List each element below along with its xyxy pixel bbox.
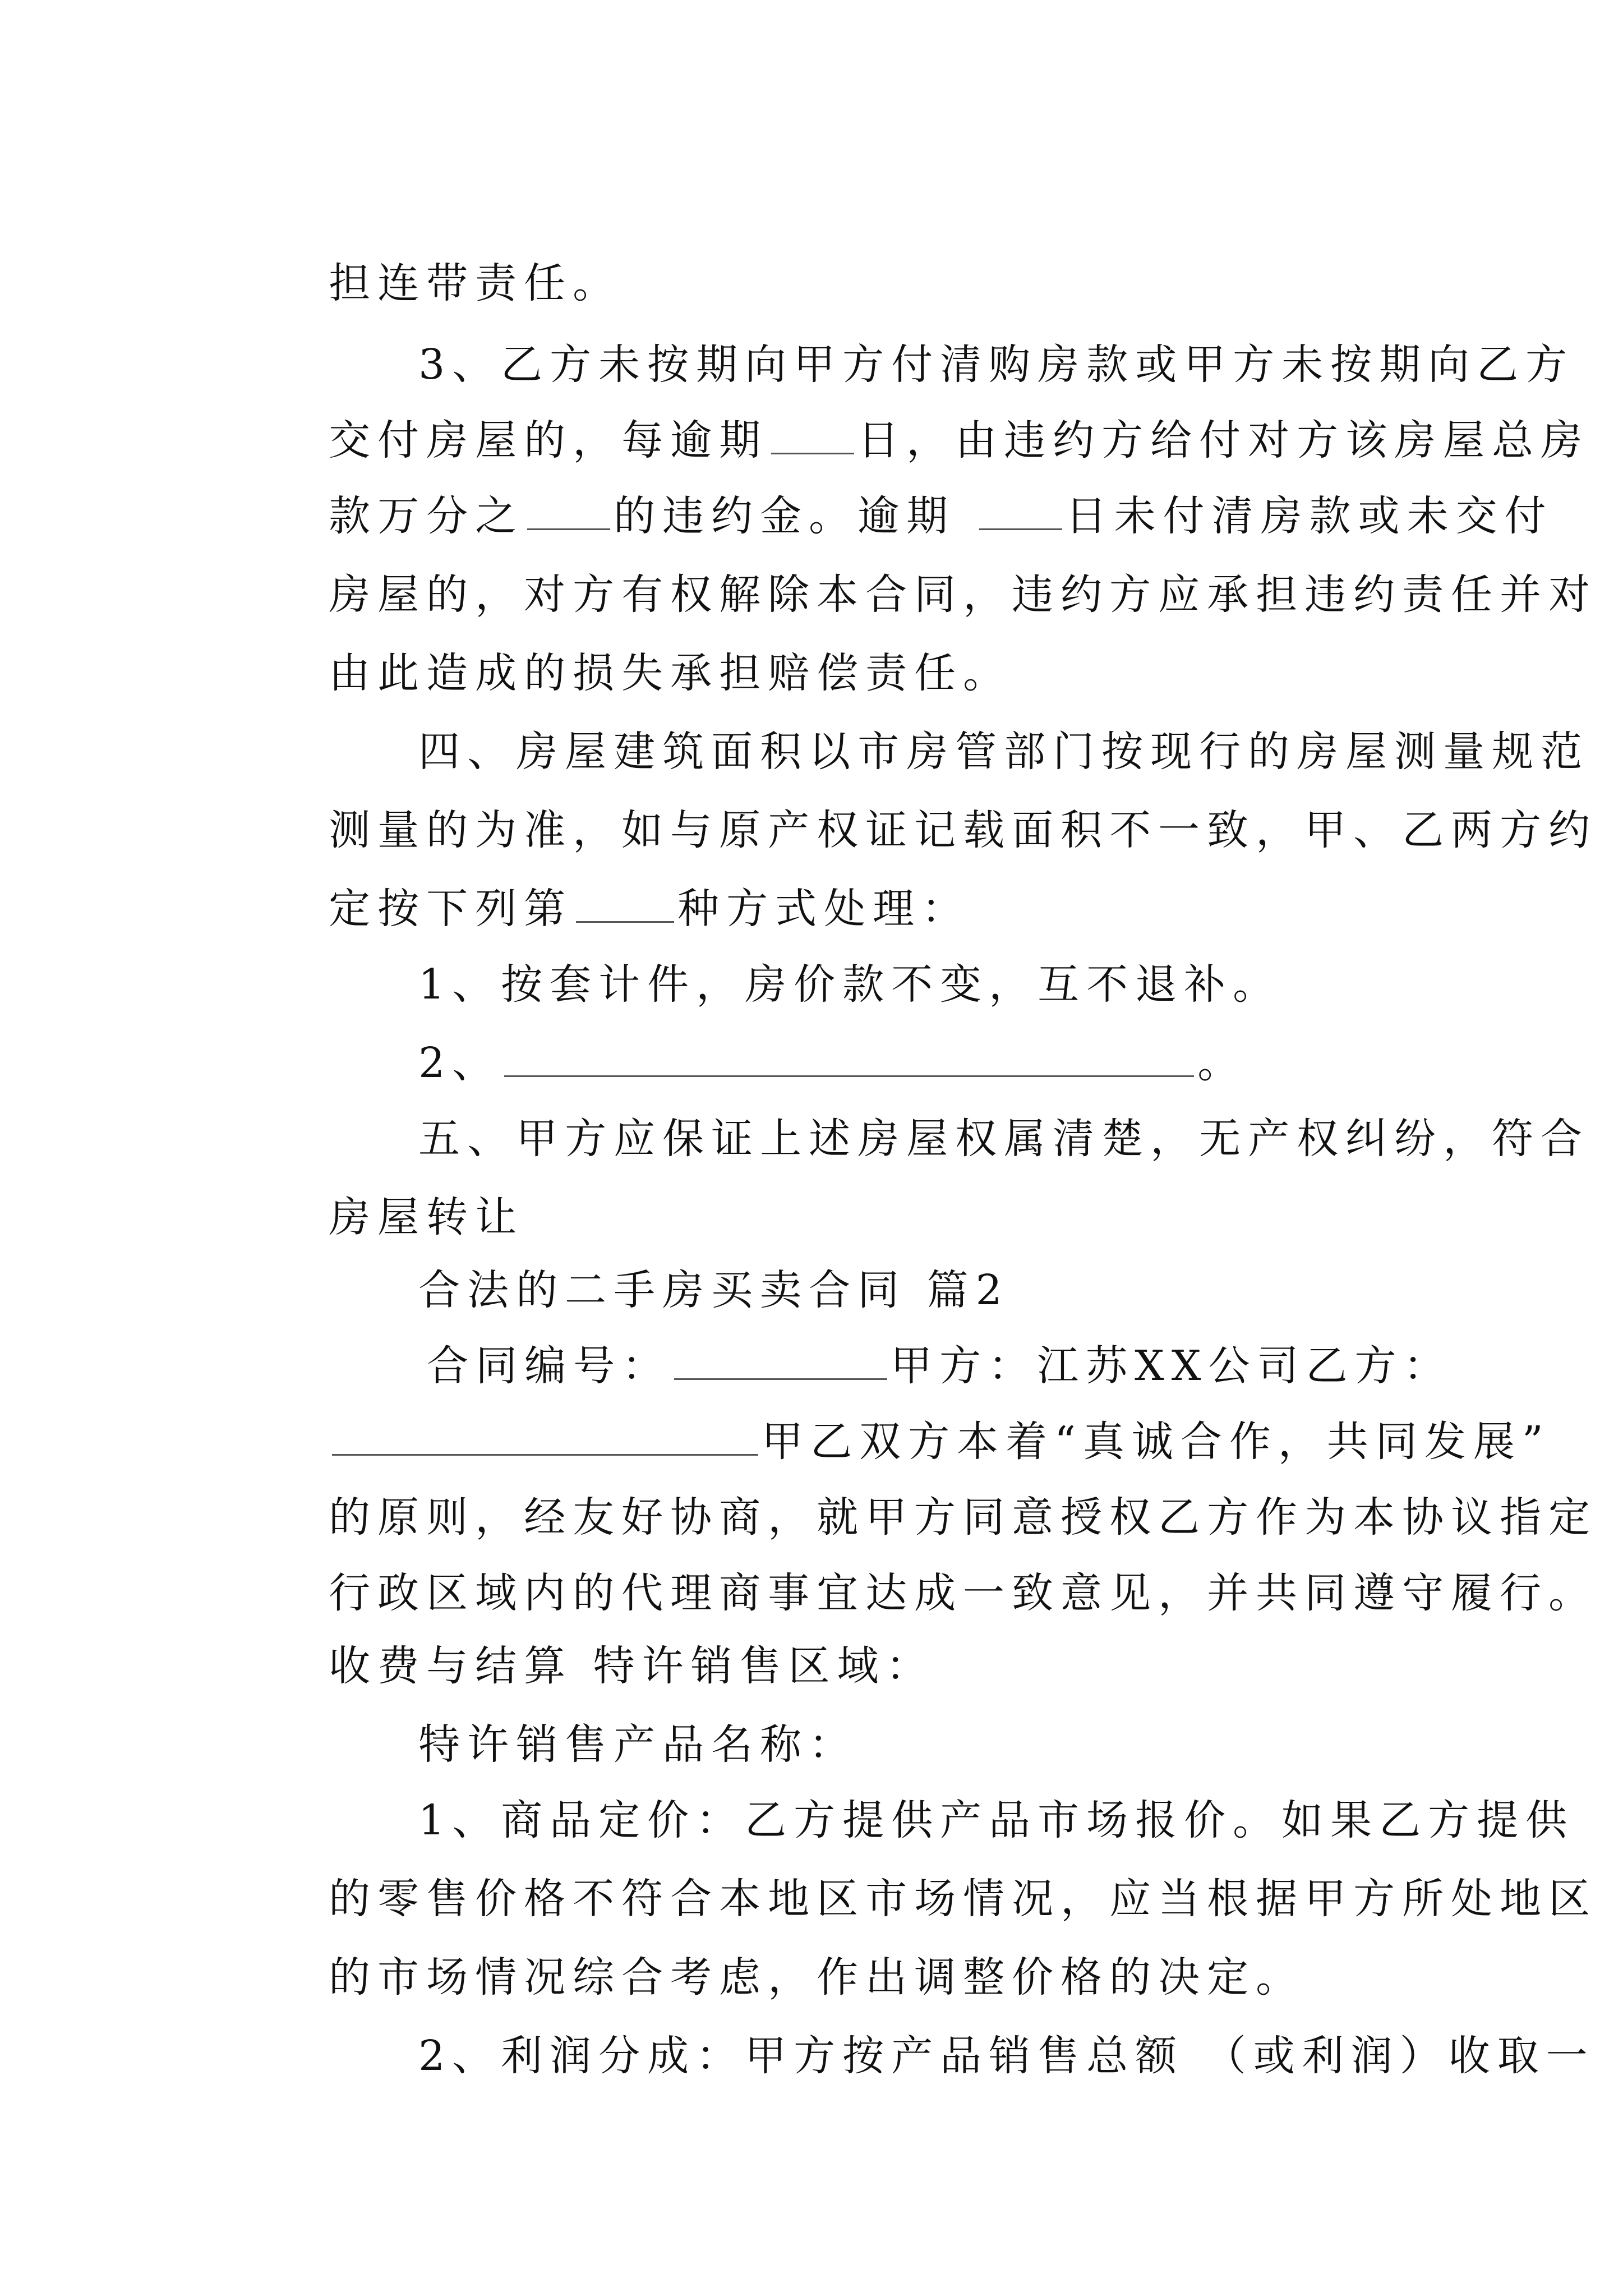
section-heading [336, 1214, 1009, 1314]
text-line [247, 1902, 1305, 2001]
text-line [247, 1517, 1598, 1617]
text-line [336, 289, 1575, 389]
text-segment: 的违约金。逾期 [614, 492, 976, 540]
text-segment: 房屋的，对方有权解除本合同，违约方应承担违约责任并对 [329, 570, 1598, 619]
text-line [345, 1290, 1453, 1390]
text-segment: 。 [1197, 1039, 1247, 1087]
text-line [336, 1980, 1595, 2080]
text-segment: 五、甲方应保证上述房屋权属清楚，无产权纠纷，符合 [418, 1115, 1590, 1163]
text-segment: 款万分之 [329, 492, 524, 540]
text-segment: 房屋转让 [329, 1193, 524, 1241]
text-line [247, 1590, 935, 1690]
text-segment: 行政区域内的代理商事宜达成一致意见，并共同遵守履行。 [329, 1569, 1598, 1617]
text-segment: 日未付清房款或未交付 [1065, 492, 1553, 540]
text-line [336, 987, 1247, 1087]
text-line [247, 365, 1590, 464]
text-line [336, 1063, 1590, 1163]
text-line [247, 519, 1598, 619]
text-segment: 特许销售产品名称： [418, 1720, 858, 1769]
text-segment: 的零售价格不符合本地区市场情况，应当根据甲方所处地区 [329, 1875, 1598, 1923]
text-line [336, 909, 1282, 1009]
text-segment: 合法的二手房买卖合同 篇2 [418, 1266, 1009, 1314]
text-segment: 的原则，经友好协商，就甲方同意授权乙方作为本协议指定 [329, 1493, 1598, 1542]
text-line [336, 676, 1590, 776]
text-segment: 种方式处理： [677, 885, 971, 933]
text-line [247, 754, 1598, 854]
text-segment: 定按下列第 [329, 885, 573, 933]
text-segment: 2、 [418, 1039, 501, 1087]
text-segment: 合同编号： [427, 1342, 671, 1390]
text-line [336, 1745, 1575, 1844]
text-segment: 2、利润分成：甲方按产品销售总额 （或利润）收取一 [418, 2032, 1595, 2080]
text-line [247, 440, 1553, 540]
text-line [247, 208, 622, 307]
text-segment: 1、按套计件，房价款不变，互不退补。 [418, 960, 1282, 1009]
text-segment: 收费与结算 特许销售区域： [329, 1642, 935, 1690]
text-line [247, 1823, 1598, 1923]
text-line [247, 1142, 524, 1241]
text-segment: 日，由违约方给付对方该房屋总房 [857, 416, 1590, 464]
text-segment: 3、乙方未按期向甲方付清购房款或甲方未按期向乙方 [418, 341, 1575, 389]
text-segment: 测量的为准，如与原产权证记载面积不一致，甲、乙两方约 [329, 806, 1598, 854]
text-line [336, 1669, 858, 1769]
text-segment: 四、房屋建筑面积以市房管部门按现行的房屋测量规范 [418, 728, 1590, 776]
text-segment: 甲方：江苏XX公司乙方： [891, 1342, 1453, 1390]
text-line [247, 1442, 1598, 1542]
text-segment: 的市场情况综合考虑，作出调整价格的决定。 [329, 1953, 1305, 2001]
text-segment: 由此造成的损失承担赔偿责任。 [329, 649, 1012, 697]
text-segment: 交付房屋的，每逾期 [329, 416, 768, 464]
text-line [247, 833, 971, 933]
text-line [247, 1366, 1551, 1466]
text-line [247, 597, 1012, 697]
text-segment: 担连带责任。 [329, 259, 622, 307]
text-segment: 甲乙双方本着“真诚合作，共同发展” [762, 1418, 1551, 1466]
text-segment: 1、商品定价：乙方提供产品市场报价。如果乙方提供 [418, 1796, 1575, 1844]
